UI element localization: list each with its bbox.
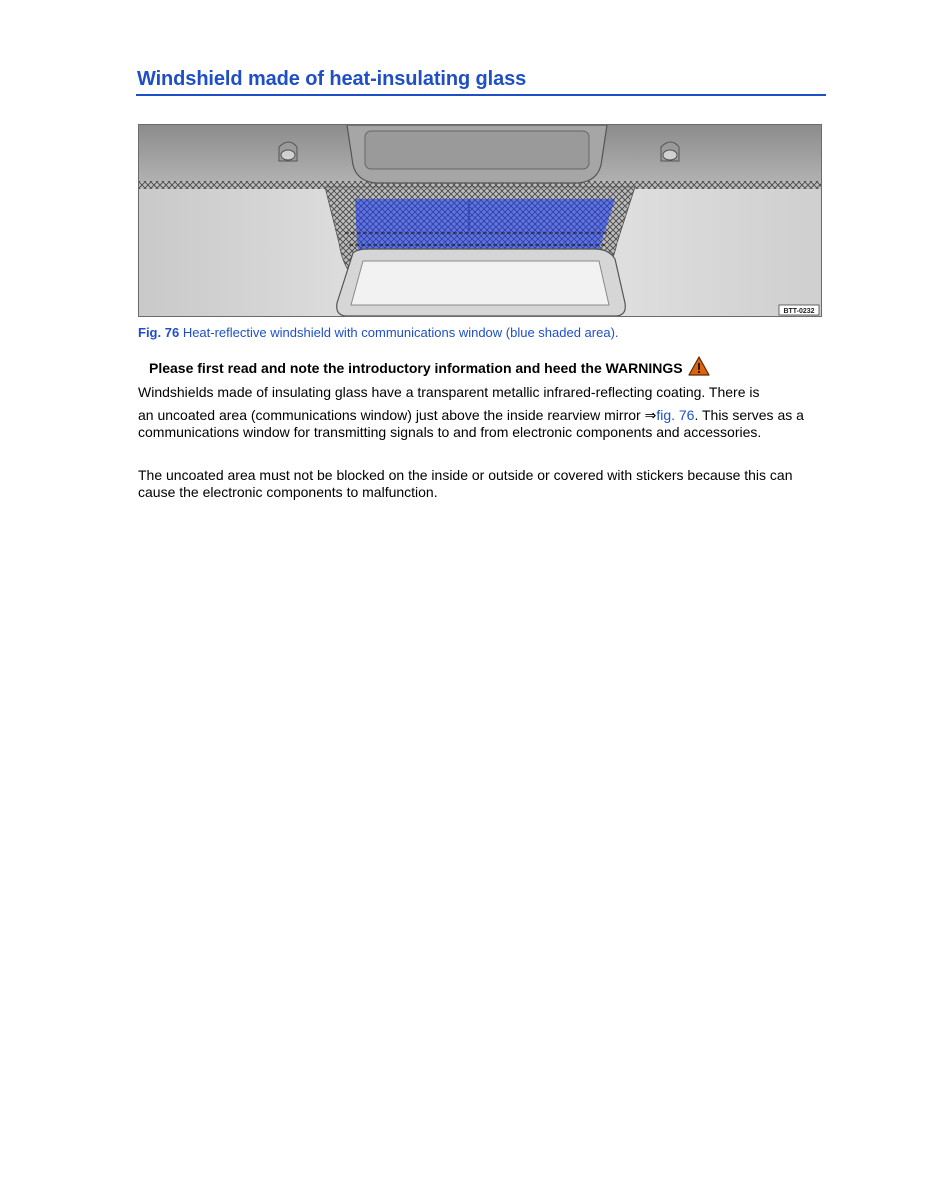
intro-text: Please first read and note the introductory information and heed the WARNINGS [149, 359, 683, 376]
paragraph-line-1: Windshields made of insulating glass have a transparent metallic infrared-reflecting coating. There is [138, 384, 760, 400]
paragraph-2: The uncoated area must not be blocked on the inside or outside or covered with stickers because this can cause the electronic components to malfunction. [138, 467, 793, 500]
caption-text: Heat-reflective windshield with communications window (blue shaded area). [182, 325, 619, 340]
fig-76-link[interactable]: fig. 76 [656, 407, 695, 423]
figure-badge: BTT-0232 [783, 308, 815, 315]
warning-triangle-icon[interactable] [688, 356, 710, 379]
paragraph-1 [138, 407, 828, 441]
intro-notice [149, 356, 710, 379]
caption-label: Fig. 76 [138, 325, 180, 340]
title-divider [136, 94, 826, 96]
windshield-illustration [139, 125, 821, 316]
windshield-figure [138, 124, 822, 317]
page-title: Windshield made of heat-insulating glass [137, 68, 527, 90]
paragraph-1-text: an uncoated area (communications window) just above the inside rearview mirror [138, 407, 645, 423]
figure-caption [138, 325, 619, 340]
paragraph-1-rest: . This serves as a communications window for transmitting signals to and from electronic components and accessories. [138, 407, 804, 440]
arrow-icon: ⇒ [644, 407, 657, 423]
